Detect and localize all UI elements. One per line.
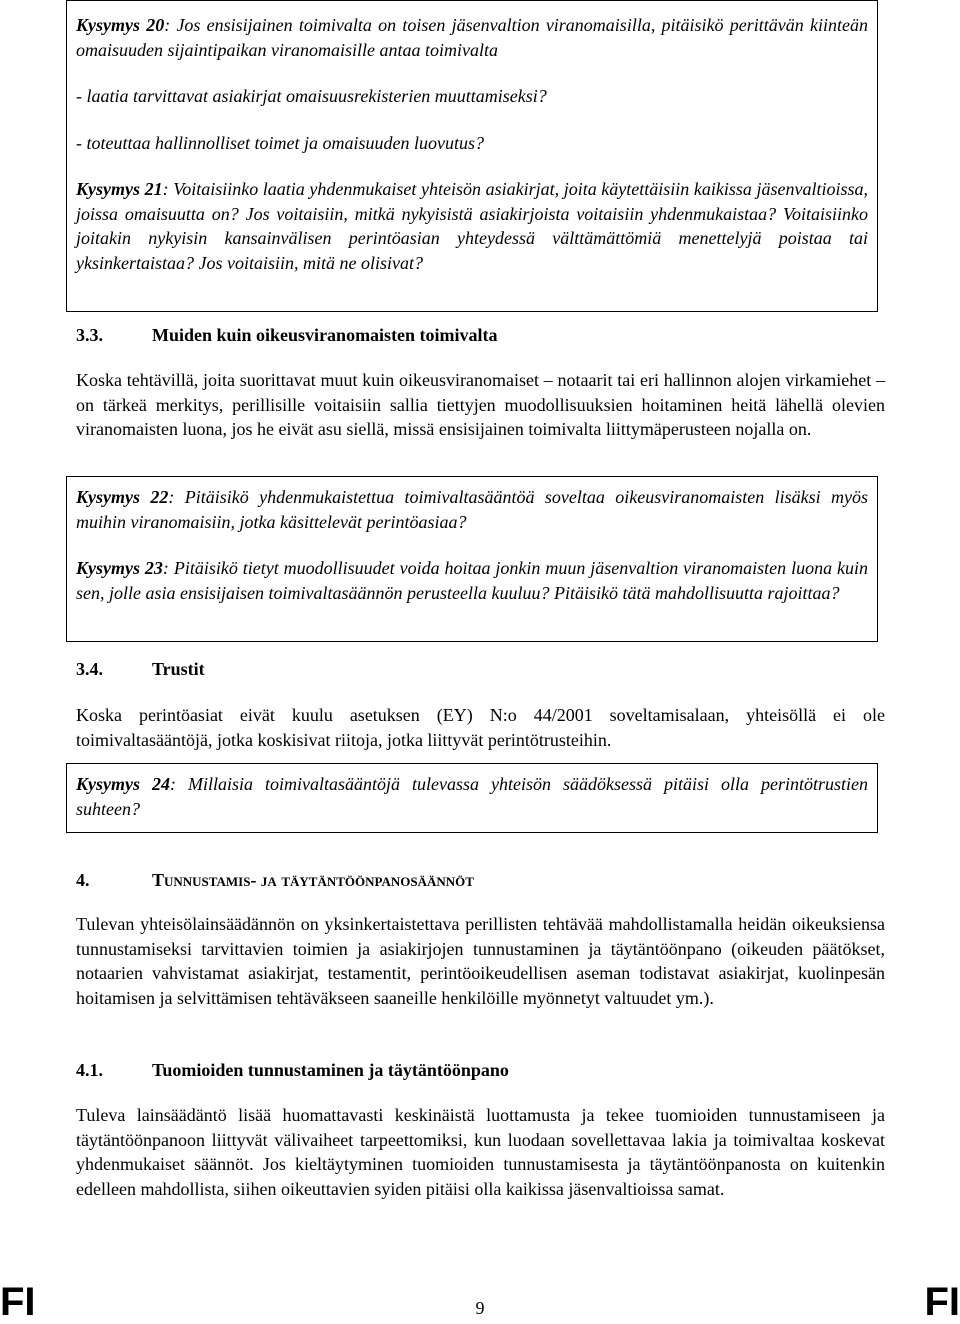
question-20-item-1: - laatia tarvittavat asiakirjat omaisuusrekisterien muuttamiseksi? [76, 86, 547, 106]
question-24-text: : Millaisia toimivaltasääntöjä tulevassa yhteisön säädöksessä pitäisi olla perintötrustien suhteen? [76, 774, 869, 819]
section-number: 4. [76, 870, 90, 890]
question-20-label: Kysymys 20 [76, 15, 165, 35]
question-20 [76, 13, 868, 62]
section-3-4-heading [76, 657, 205, 681]
section-3-3-paragraph: Koska tehtävillä, joita suorittavat muut kuin oikeusviranomaiset – notaarit tai eri hallinnon alojen virkamiehet – on tärkeä merkitys, perillisille voitaisiin sallia tiettyjen muodollisuuksien hoitaminen heitä lähellä olevien viranomaisten luona, jos he eivät asu siellä, missä ensisijainen toimivalta liittymäperusteen nojalla on. [76, 370, 885, 440]
question-21 [76, 177, 868, 275]
section-4-1-heading [76, 1058, 509, 1082]
section-3-3-heading [76, 323, 498, 347]
question-box-22-23 [66, 476, 878, 642]
question-box-20-21 [66, 0, 878, 312]
question-24 [76, 772, 868, 821]
section-number: 3.4. [76, 659, 103, 679]
section-title: Trustit [152, 659, 205, 679]
question-23-text: : Pitäisikö tietyt muodollisuudet voida hoitaa jonkin muun jäsenvaltion viranomaisten luona kuin sen, jolle asia ensisijaisen toimivaltasäännön perusteella kuuluu? Pitäisikö tätä mahdollisuutta rajoittaa? [76, 558, 869, 603]
section-number: 3.3. [76, 325, 103, 345]
page-number: 9 [475, 1298, 485, 1318]
section-4-paragraph: Tulevan yhteisölainsäädännön on yksinkertaistettava perillisten tehtävää mahdollistamalla heidän oikeuksiensa tunnustamiseksi tarvittavien toimien ja asiakirjojen tunnustaminen ja täytäntöönpano (oikeuden päätökset, notaarien vahvistamat asiakirjat, testamentit, perintöoikeudellisen aseman todistavat asiakirjat, kuolinpesän hoitamisen ja selvittämisen tehtäväkseen saaneille henkilöille myönnetyt valtuudet ym.). [76, 914, 885, 1008]
section-title: Muiden kuin oikeusviranomaisten toimivalta [152, 325, 498, 345]
question-23-label: Kysymys 23 [76, 558, 163, 578]
section-title: Tunnustamis- ja täytäntöönpanosäännöt [152, 870, 474, 890]
footer-language-right: FI [924, 1280, 960, 1324]
section-4-1-paragraph: Tuleva lainsäädäntö lisää huomattavasti keskinäistä luottamusta ja tekee tuomioiden tunnustamiseen ja täytäntöönpanoon liittyvät välivaiheet tarpeettomiksi, kun luodaan sovellettavaa lakia ja toimivaltaa koskevat yhdenmukaiset säännöt. Jos kieltäytyminen tuomioiden tunnustamisesta ja täytäntöönpanosta on kuitenkin edelleen mahdollista, siihen oikeuttavien syiden pitäisi olla kaikissa jäsenvaltioissa samat. [76, 1105, 885, 1199]
question-21-text: : Voitaisiinko laatia yhdenmukaiset yhteisön asiakirjat, joita käytettäisiin kaikissa jäsenvaltioissa, joissa omaisuutta on? Jos voitaisiin, mitkä nykyisistä asiakirjoista voitaisiin yhdenmukaistaa? Voitaisiinko joitakin nykyisin kansainvälisen perintöasian yhteydessä välttämättömiä menettelyjä poistaa tai yksinkertaistaa? Jos voitaisiin, mitä ne olisivat? [76, 179, 868, 273]
question-22 [76, 485, 868, 534]
question-22-text: : Pitäisikö yhdenmukaistettua toimivaltasääntöä soveltaa oikeusviranomaisten lisäksi myös muihin viranomaisiin, jotka käsittelevät perintöasiaa? [76, 487, 869, 532]
question-20-item-2: - toteuttaa hallinnolliset toimet ja omaisuuden luovutus? [76, 132, 484, 153]
question-21-label: Kysymys 21 [76, 179, 163, 199]
question-box-24 [66, 763, 878, 833]
question-24-label: Kysymys 24 [76, 774, 170, 794]
section-number: 4.1. [76, 1060, 103, 1080]
footer-language-left: FI [0, 1280, 36, 1324]
section-4-heading [76, 868, 474, 892]
section-title: Tuomioiden tunnustaminen ja täytäntöönpano [152, 1060, 509, 1080]
question-23 [76, 556, 868, 605]
section-3-4-paragraph: Koska perintöasiat eivät kuulu asetuksen (EY) N:o 44/2001 soveltamisalaan, yhteisöllä ei ole toimivaltasääntöjä, jotka koskisivat riitoja, jotka liittyvät perintötrusteihin. [76, 705, 885, 750]
question-20-text: : Jos ensisijainen toimivalta on toisen jäsenvaltion viranomaisilla, pitäisikö perittävän kiinteän omaisuuden sijaintipaikan viranomaisille antaa toimivalta [76, 15, 868, 60]
question-22-label: Kysymys 22 [76, 487, 169, 507]
